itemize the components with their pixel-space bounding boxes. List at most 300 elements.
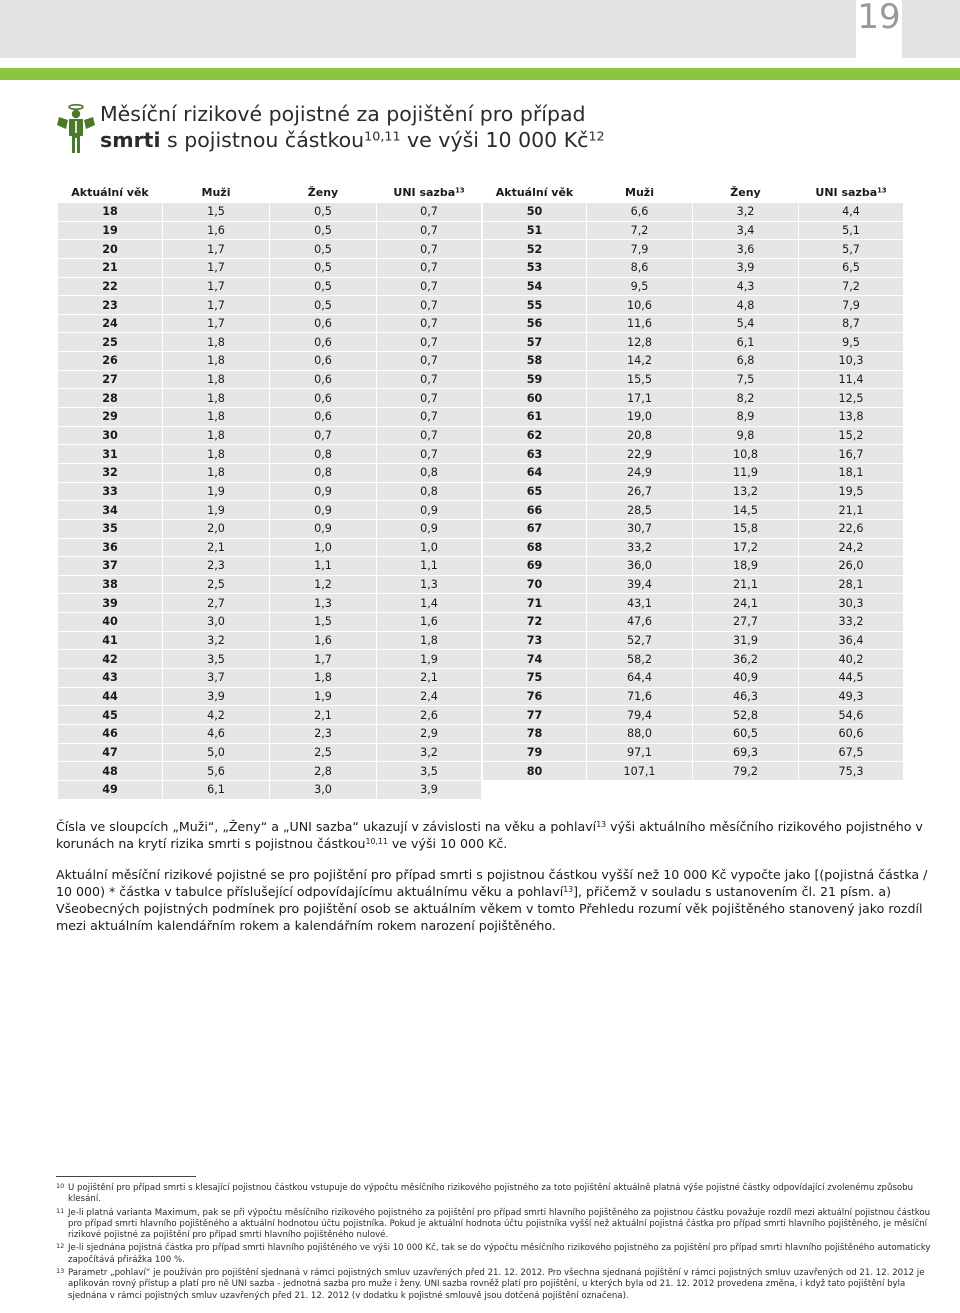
age-cell: 25 xyxy=(58,333,162,351)
women-rate-cell: 60,5 xyxy=(693,725,798,743)
age-cell: 34 xyxy=(58,501,162,519)
footnote-text: Je-li sjednána pojistná částka pro případ smrti hlavního pojištěného ve výši 10 000 Kč, tak se do výpočtu měsíčního rizikového pojistného za pojištění pro případ smrti hlavního pojištěného automaticky započítává přirážka 100 %. xyxy=(68,1243,931,1265)
note2-text-b: ], přičemž v souladu s ustanovením čl. 21 písm. a) Všeobecných pojistných podmínek pro pojištění osob se aktuálním věkem v tomto Přehledu rozumí věk pojištěného stanovený jako rozdíl mezi aktuálním kalendářním rokem a kalendářním rokem narození pojištěného. xyxy=(56,884,923,933)
women-rate-cell: 52,8 xyxy=(693,706,798,724)
table-row xyxy=(483,576,903,594)
uni-rate-cell: 0,7 xyxy=(377,296,481,314)
table-row xyxy=(58,725,481,743)
title-text-b: ve výši 10 000 Kč xyxy=(400,128,589,152)
table-row xyxy=(58,762,481,780)
age-cell: 75 xyxy=(483,669,586,687)
note1-text-c: ve výši 10 000 Kč. xyxy=(387,836,508,851)
table-row xyxy=(483,539,903,557)
men-rate-cell: 1,7 xyxy=(163,315,269,333)
age-cell: 43 xyxy=(58,669,162,687)
uni-rate-cell: 0,7 xyxy=(377,222,481,240)
men-rate-cell: 17,1 xyxy=(587,389,692,407)
uni-rate-cell: 0,7 xyxy=(377,240,481,258)
uni-rate-cell: 60,6 xyxy=(799,725,903,743)
explanation-paragraph xyxy=(56,818,936,852)
women-rate-cell: 4,3 xyxy=(693,278,798,296)
header-uni xyxy=(377,182,481,202)
age-cell: 46 xyxy=(58,725,162,743)
table-row xyxy=(58,296,481,314)
men-rate-cell: 2,5 xyxy=(163,576,269,594)
men-rate-cell: 1,8 xyxy=(163,445,269,463)
table-row xyxy=(483,296,903,314)
men-rate-cell: 2,0 xyxy=(163,520,269,538)
men-rate-cell: 64,4 xyxy=(587,669,692,687)
age-cell: 51 xyxy=(483,222,586,240)
top-header-bar xyxy=(0,0,960,58)
men-rate-cell: 107,1 xyxy=(587,762,692,780)
women-rate-cell: 1,3 xyxy=(270,594,376,612)
table-row xyxy=(483,445,903,463)
uni-rate-cell: 0,7 xyxy=(377,445,481,463)
men-rate-cell: 14,2 xyxy=(587,352,692,370)
table-row xyxy=(483,389,903,407)
men-rate-cell: 1,5 xyxy=(163,203,269,221)
table-row xyxy=(58,315,481,333)
uni-rate-cell: 0,7 xyxy=(377,315,481,333)
age-cell: 36 xyxy=(58,539,162,557)
uni-rate-cell: 21,1 xyxy=(799,501,903,519)
footnote-text: U pojištění pro případ smrti s klesající pojistnou částkou vstupuje do výpočtu měsíčního rizikového pojistného za toto pojištění aktuálně platná výše pojistné částky odpovídající zvolenému způsobu klesání. xyxy=(68,1183,914,1205)
table-row xyxy=(58,520,481,538)
header-women: Ženy xyxy=(270,182,376,202)
table-row xyxy=(58,371,481,389)
men-rate-cell: 3,9 xyxy=(163,688,269,706)
table-row xyxy=(483,594,903,612)
age-cell: 77 xyxy=(483,706,586,724)
age-cell: 35 xyxy=(58,520,162,538)
age-cell: 19 xyxy=(58,222,162,240)
age-cell: 59 xyxy=(483,371,586,389)
women-rate-cell: 2,1 xyxy=(270,706,376,724)
age-cell: 27 xyxy=(58,371,162,389)
age-cell: 32 xyxy=(58,464,162,482)
header-men: Muži xyxy=(587,182,692,202)
age-cell: 22 xyxy=(58,278,162,296)
table-row xyxy=(58,389,481,407)
table-row xyxy=(483,706,903,724)
women-rate-cell: 7,5 xyxy=(693,371,798,389)
men-rate-cell: 2,1 xyxy=(163,539,269,557)
women-rate-cell: 0,5 xyxy=(270,296,376,314)
age-cell: 71 xyxy=(483,594,586,612)
age-cell: 47 xyxy=(58,744,162,762)
uni-rate-cell: 6,5 xyxy=(799,259,903,277)
age-cell: 44 xyxy=(58,688,162,706)
uni-rate-cell: 1,0 xyxy=(377,539,481,557)
women-rate-cell: 11,9 xyxy=(693,464,798,482)
rates-table-left xyxy=(57,181,482,800)
table-row xyxy=(58,539,481,557)
footnote-number: 11 xyxy=(56,1206,65,1215)
men-rate-cell: 33,2 xyxy=(587,539,692,557)
women-rate-cell: 0,9 xyxy=(270,520,376,538)
green-accent-bar xyxy=(0,68,960,80)
women-rate-cell: 0,6 xyxy=(270,389,376,407)
women-rate-cell: 4,8 xyxy=(693,296,798,314)
women-rate-cell: 8,9 xyxy=(693,408,798,426)
page-number: 19 xyxy=(857,0,901,37)
men-rate-cell: 1,8 xyxy=(163,464,269,482)
table-row xyxy=(483,278,903,296)
table-row xyxy=(483,557,903,575)
men-rate-cell: 1,8 xyxy=(163,427,269,445)
table-row xyxy=(58,352,481,370)
women-rate-cell: 3,2 xyxy=(693,203,798,221)
women-rate-cell: 69,3 xyxy=(693,744,798,762)
header-uni-sup: 13 xyxy=(455,186,465,195)
uni-rate-cell: 5,1 xyxy=(799,222,903,240)
men-rate-cell: 3,0 xyxy=(163,613,269,631)
women-rate-cell: 36,2 xyxy=(693,650,798,668)
women-rate-cell: 0,9 xyxy=(270,501,376,519)
table-row xyxy=(483,669,903,687)
uni-rate-cell: 1,1 xyxy=(377,557,481,575)
footnote-item xyxy=(56,1208,936,1242)
uni-rate-cell: 18,1 xyxy=(799,464,903,482)
age-cell: 67 xyxy=(483,520,586,538)
women-rate-cell: 17,2 xyxy=(693,539,798,557)
uni-rate-cell: 0,9 xyxy=(377,501,481,519)
men-rate-cell: 3,2 xyxy=(163,632,269,650)
uni-rate-cell: 2,1 xyxy=(377,669,481,687)
uni-rate-cell: 24,2 xyxy=(799,539,903,557)
uni-rate-cell: 15,2 xyxy=(799,427,903,445)
age-cell: 66 xyxy=(483,501,586,519)
men-rate-cell: 36,0 xyxy=(587,557,692,575)
age-cell: 64 xyxy=(483,464,586,482)
men-rate-cell: 58,2 xyxy=(587,650,692,668)
uni-rate-cell: 19,5 xyxy=(799,483,903,501)
women-rate-cell: 6,8 xyxy=(693,352,798,370)
age-cell: 40 xyxy=(58,613,162,631)
table-row xyxy=(483,333,903,351)
women-rate-cell: 1,0 xyxy=(270,539,376,557)
uni-rate-cell: 75,3 xyxy=(799,762,903,780)
uni-rate-cell: 36,4 xyxy=(799,632,903,650)
men-rate-cell: 71,6 xyxy=(587,688,692,706)
table-row xyxy=(58,744,481,762)
women-rate-cell: 40,9 xyxy=(693,669,798,687)
women-rate-cell: 1,1 xyxy=(270,557,376,575)
uni-rate-cell: 1,6 xyxy=(377,613,481,631)
age-cell: 30 xyxy=(58,427,162,445)
men-rate-cell: 4,6 xyxy=(163,725,269,743)
age-cell: 70 xyxy=(483,576,586,594)
men-rate-cell: 26,7 xyxy=(587,483,692,501)
table-row xyxy=(58,222,481,240)
age-cell: 78 xyxy=(483,725,586,743)
age-cell: 45 xyxy=(58,706,162,724)
age-cell: 26 xyxy=(58,352,162,370)
age-cell: 74 xyxy=(483,650,586,668)
men-rate-cell: 12,8 xyxy=(587,333,692,351)
men-rate-cell: 1,8 xyxy=(163,333,269,351)
table-row xyxy=(58,501,481,519)
note2-sup: 13 xyxy=(563,885,574,895)
uni-rate-cell: 0,7 xyxy=(377,333,481,351)
age-cell: 29 xyxy=(58,408,162,426)
men-rate-cell: 1,9 xyxy=(163,501,269,519)
men-rate-cell: 52,7 xyxy=(587,632,692,650)
table-row xyxy=(58,650,481,668)
women-rate-cell: 5,4 xyxy=(693,315,798,333)
footnote-number: 12 xyxy=(56,1242,65,1251)
age-cell: 31 xyxy=(58,445,162,463)
men-rate-cell: 79,4 xyxy=(587,706,692,724)
age-cell: 68 xyxy=(483,539,586,557)
uni-rate-cell: 0,7 xyxy=(377,352,481,370)
age-cell: 79 xyxy=(483,744,586,762)
age-cell: 52 xyxy=(483,240,586,258)
men-rate-cell: 1,8 xyxy=(163,408,269,426)
women-rate-cell: 1,7 xyxy=(270,650,376,668)
age-cell: 37 xyxy=(58,557,162,575)
uni-rate-cell: 3,9 xyxy=(377,781,481,799)
women-rate-cell: 2,8 xyxy=(270,762,376,780)
men-rate-cell: 7,9 xyxy=(587,240,692,258)
age-cell: 57 xyxy=(483,333,586,351)
table-row xyxy=(58,706,481,724)
title-text-a: s pojistnou částkou xyxy=(160,128,365,152)
table-row xyxy=(483,203,903,221)
table-row xyxy=(58,557,481,575)
header-age: Aktuální věk xyxy=(58,182,162,202)
title-sup-a: 10,11 xyxy=(364,128,401,144)
uni-rate-cell: 0,7 xyxy=(377,408,481,426)
men-rate-cell: 11,6 xyxy=(587,315,692,333)
uni-rate-cell: 4,4 xyxy=(799,203,903,221)
uni-rate-cell: 0,7 xyxy=(377,371,481,389)
uni-rate-cell: 44,5 xyxy=(799,669,903,687)
uni-rate-cell: 0,7 xyxy=(377,278,481,296)
table-body-right xyxy=(483,203,903,780)
age-cell: 49 xyxy=(58,781,162,799)
age-cell: 73 xyxy=(483,632,586,650)
age-cell: 18 xyxy=(58,203,162,221)
footnotes xyxy=(56,1183,936,1304)
table-row xyxy=(483,352,903,370)
women-rate-cell: 31,9 xyxy=(693,632,798,650)
calculation-paragraph xyxy=(56,866,936,934)
uni-rate-cell: 67,5 xyxy=(799,744,903,762)
women-rate-cell: 0,5 xyxy=(270,240,376,258)
table-row xyxy=(58,240,481,258)
uni-rate-cell: 1,3 xyxy=(377,576,481,594)
women-rate-cell: 0,6 xyxy=(270,352,376,370)
footnote-number: 10 xyxy=(56,1182,65,1190)
men-rate-cell: 28,5 xyxy=(587,501,692,519)
table-row xyxy=(483,222,903,240)
table-row xyxy=(483,240,903,258)
age-cell: 55 xyxy=(483,296,586,314)
men-rate-cell: 6,1 xyxy=(163,781,269,799)
uni-rate-cell: 2,9 xyxy=(377,725,481,743)
women-rate-cell: 46,3 xyxy=(693,688,798,706)
table-row xyxy=(58,576,481,594)
uni-rate-cell: 1,4 xyxy=(377,594,481,612)
women-rate-cell: 0,5 xyxy=(270,259,376,277)
header-uni-label: UNI sazba xyxy=(815,185,878,199)
header-uni xyxy=(799,182,903,202)
uni-rate-cell: 0,8 xyxy=(377,483,481,501)
men-rate-cell: 4,2 xyxy=(163,706,269,724)
uni-rate-cell: 30,3 xyxy=(799,594,903,612)
women-rate-cell: 13,2 xyxy=(693,483,798,501)
women-rate-cell: 0,6 xyxy=(270,371,376,389)
men-rate-cell: 24,9 xyxy=(587,464,692,482)
women-rate-cell: 27,7 xyxy=(693,613,798,631)
angel-person-icon xyxy=(56,103,96,155)
women-rate-cell: 79,2 xyxy=(693,762,798,780)
table-body-left xyxy=(58,203,481,799)
men-rate-cell: 88,0 xyxy=(587,725,692,743)
uni-rate-cell: 3,5 xyxy=(377,762,481,780)
table-row xyxy=(483,427,903,445)
table-row xyxy=(483,483,903,501)
note2-text-a: Aktuální měsíční rizikové pojistné se pro pojištění pro případ smrti s pojistnou částkou vyšší než 10 000 Kč vypočte jako [(pojistná částka / 10 000) * částka v tabulce příslušející odpovídajícímu aktuálnímu věku a pohlaví xyxy=(56,867,928,899)
age-cell: 61 xyxy=(483,408,586,426)
men-rate-cell: 19,0 xyxy=(587,408,692,426)
uni-rate-cell: 1,9 xyxy=(377,650,481,668)
men-rate-cell: 1,8 xyxy=(163,352,269,370)
section-heading xyxy=(56,101,936,161)
women-rate-cell: 18,9 xyxy=(693,557,798,575)
header-men: Muži xyxy=(163,182,269,202)
header-women: Ženy xyxy=(693,182,798,202)
table-row xyxy=(58,669,481,687)
table-row xyxy=(58,594,481,612)
women-rate-cell: 8,2 xyxy=(693,389,798,407)
note1-sup-2: 10,11 xyxy=(365,837,388,847)
men-rate-cell: 1,8 xyxy=(163,389,269,407)
age-cell: 62 xyxy=(483,427,586,445)
footnote-item xyxy=(56,1268,936,1302)
uni-rate-cell: 49,3 xyxy=(799,688,903,706)
uni-rate-cell: 54,6 xyxy=(799,706,903,724)
table-row xyxy=(483,688,903,706)
header-uni-label: UNI sazba xyxy=(393,185,456,199)
women-rate-cell: 0,6 xyxy=(270,333,376,351)
note1-sup-1: 13 xyxy=(596,820,607,830)
table-header-row xyxy=(58,182,481,202)
men-rate-cell: 1,9 xyxy=(163,483,269,501)
uni-rate-cell: 3,2 xyxy=(377,744,481,762)
table-row xyxy=(58,445,481,463)
men-rate-cell: 1,8 xyxy=(163,371,269,389)
men-rate-cell: 22,9 xyxy=(587,445,692,463)
uni-rate-cell: 0,7 xyxy=(377,427,481,445)
women-rate-cell: 1,2 xyxy=(270,576,376,594)
footnote-item xyxy=(56,1243,936,1266)
men-rate-cell: 8,6 xyxy=(587,259,692,277)
table-row xyxy=(483,650,903,668)
uni-rate-cell: 33,2 xyxy=(799,613,903,631)
table-row xyxy=(483,520,903,538)
title-bold-word: smrti xyxy=(100,128,161,152)
table-row xyxy=(483,408,903,426)
title-line-1: Měsíční rizikové pojistné za pojištění pro případ xyxy=(100,102,586,126)
women-rate-cell: 0,5 xyxy=(270,278,376,296)
uni-rate-cell: 12,5 xyxy=(799,389,903,407)
age-cell: 50 xyxy=(483,203,586,221)
age-cell: 33 xyxy=(58,483,162,501)
uni-rate-cell: 10,3 xyxy=(799,352,903,370)
women-rate-cell: 3,9 xyxy=(693,259,798,277)
age-cell: 38 xyxy=(58,576,162,594)
women-rate-cell: 1,9 xyxy=(270,688,376,706)
table-row xyxy=(483,371,903,389)
age-cell: 28 xyxy=(58,389,162,407)
uni-rate-cell: 26,0 xyxy=(799,557,903,575)
men-rate-cell: 47,6 xyxy=(587,613,692,631)
women-rate-cell: 0,5 xyxy=(270,222,376,240)
table-row xyxy=(483,762,903,780)
women-rate-cell: 0,6 xyxy=(270,315,376,333)
note1-text-b: výši aktuálního měsíčního rizikového pojistného v korunách na krytí rizika smrti s pojistnou částkou xyxy=(56,819,923,851)
men-rate-cell: 1,7 xyxy=(163,278,269,296)
age-cell: 24 xyxy=(58,315,162,333)
age-cell: 63 xyxy=(483,445,586,463)
header-age: Aktuální věk xyxy=(483,182,586,202)
uni-rate-cell: 2,4 xyxy=(377,688,481,706)
uni-rate-cell: 7,2 xyxy=(799,278,903,296)
table-row xyxy=(483,315,903,333)
men-rate-cell: 2,3 xyxy=(163,557,269,575)
footnote-text: Parametr „pohlaví“ je používán pro pojištění sjednaná v rámci pojistných smluv uzavřených před 21. 12. 2012. Pro všechna sjednaná pojištění v rámci pojistných smluv uzavřených od 21. 12. 2012 je aplikován rovný přístup a platí pro ně UNI sazba - jednotná sazba pro muže i ženy. UNI sazba rovněž platí pro pojištění, u kterých byla od 21. 12. 2012 provedena změna, i když tato pojištění byla sjednána v rámci pojistných smluv uzavřených před 21. 12. 2012 (v dodatku k pojistné smlouvě jsou dotčená pojištění označena). xyxy=(68,1268,925,1301)
women-rate-cell: 2,5 xyxy=(270,744,376,762)
men-rate-cell: 5,0 xyxy=(163,744,269,762)
women-rate-cell: 0,5 xyxy=(270,203,376,221)
age-cell: 69 xyxy=(483,557,586,575)
men-rate-cell: 5,6 xyxy=(163,762,269,780)
age-cell: 58 xyxy=(483,352,586,370)
uni-rate-cell: 16,7 xyxy=(799,445,903,463)
table-row xyxy=(483,464,903,482)
table-row xyxy=(483,259,903,277)
age-cell: 23 xyxy=(58,296,162,314)
table-row xyxy=(58,333,481,351)
table-row xyxy=(58,781,481,799)
women-rate-cell: 0,8 xyxy=(270,464,376,482)
men-rate-cell: 3,5 xyxy=(163,650,269,668)
table-row xyxy=(483,744,903,762)
uni-rate-cell: 7,9 xyxy=(799,296,903,314)
women-rate-cell: 0,9 xyxy=(270,483,376,501)
table-row xyxy=(58,408,481,426)
table-row xyxy=(58,613,481,631)
uni-rate-cell: 1,8 xyxy=(377,632,481,650)
uni-rate-cell: 11,4 xyxy=(799,371,903,389)
age-cell: 48 xyxy=(58,762,162,780)
table-row xyxy=(58,632,481,650)
women-rate-cell: 15,8 xyxy=(693,520,798,538)
footnote-divider xyxy=(56,1176,196,1177)
uni-rate-cell: 0,9 xyxy=(377,520,481,538)
women-rate-cell: 0,8 xyxy=(270,445,376,463)
men-rate-cell: 1,6 xyxy=(163,222,269,240)
women-rate-cell: 1,5 xyxy=(270,613,376,631)
table-row xyxy=(483,613,903,631)
women-rate-cell: 3,0 xyxy=(270,781,376,799)
women-rate-cell: 6,1 xyxy=(693,333,798,351)
uni-rate-cell: 8,7 xyxy=(799,315,903,333)
men-rate-cell: 1,7 xyxy=(163,240,269,258)
